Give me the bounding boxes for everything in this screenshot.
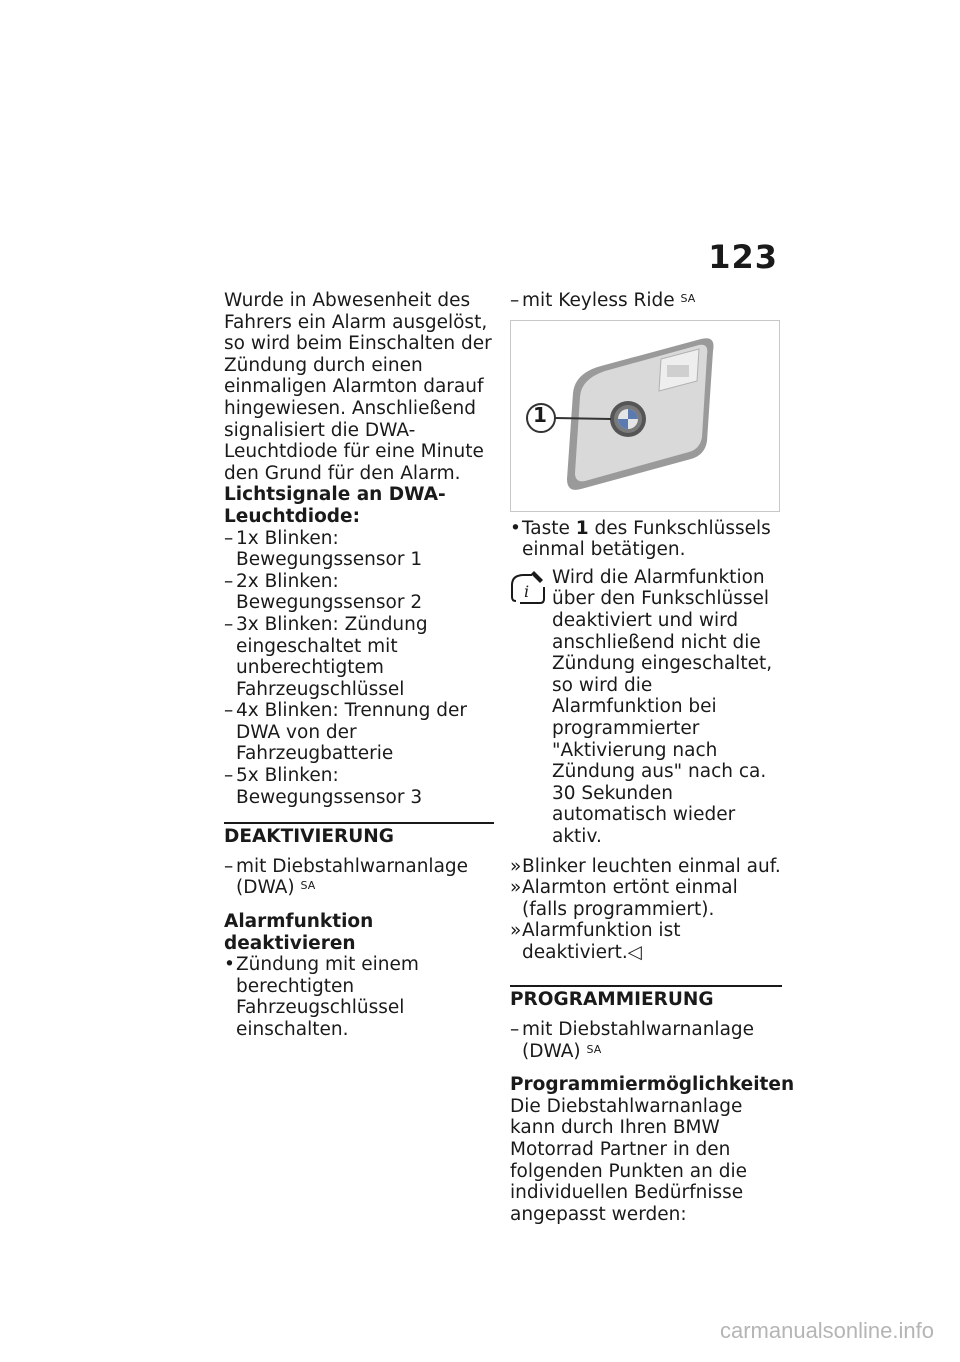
right-column [510,290,795,1225]
step-text-post: des Funkschlüssels einmal betätigen. [522,517,771,561]
bullet-marker: • [224,954,235,976]
dash-marker: – [510,290,520,311]
list-item [224,765,494,808]
bullet-marker: • [510,517,521,539]
signal-text: 2x Blinken: Bewegungssensor 2 [236,570,423,614]
results-list [510,856,782,964]
condition-item [510,1019,782,1062]
svg-text:i: i [524,581,530,601]
list-item [224,528,494,571]
result-marker: » [510,920,522,942]
result-text: Blinker leuchten einmal auf. [522,855,781,877]
end-mark-icon: ◁ [627,941,643,963]
signals-heading: Lichtsignale an DWA-Leuchtdiode: [224,484,446,527]
result-item [510,856,782,878]
signal-text: 3x Blinken: Zündung eingeschaltet mit unberechtigtem Fahrzeugschlüssel [236,613,428,700]
section-title-deaktivierung: DEAKTIVIERUNG [224,822,494,848]
result-text: Alarmfunktion ist deaktiviert. [522,920,681,963]
step-text-pre: Taste [522,517,576,539]
list-item [224,571,494,614]
body-paragraph: Die Diebstahlwarnanlage kann durch Ihren BMW Motorrad Partner in den folgenden Punkten an die individuellen Bedürfnisse angepasst werden: [510,1095,747,1225]
result-item [510,877,782,920]
dash-marker: – [224,570,234,592]
signal-text: 1x Blinken: Bewegungssensor 1 [236,527,423,571]
signals-list [224,528,494,809]
subheading-programmiermoeglichkeiten: Programmiermöglichkeiten [510,1074,795,1096]
step-key-number: 1 [575,517,589,539]
condition-text: mit Diebstahlwarnanlage (DWA) [522,1019,755,1062]
key-fob-figure [510,320,780,512]
result-item [510,920,782,963]
signal-text: 5x Blinken: Bewegungssensor 3 [236,765,423,808]
page-number: 123 [708,238,778,276]
dash-marker: – [224,613,234,635]
figure-callout-label: 1 [533,402,547,427]
dash-marker: – [224,855,234,877]
sa-marker: SA [680,292,696,305]
list-item [224,614,494,700]
subheading-alarmfunktion: Alarmfunktion deaktivieren [224,911,374,954]
info-note [510,567,782,848]
sa-marker: SA [300,879,316,893]
key-fob-illustration [511,321,779,511]
section-title-programmierung: PROGRAMMIERUNG [510,985,782,1011]
step-item [224,954,494,1040]
dash-marker: – [510,1019,520,1041]
signal-text: 4x Blinken: Trennung der DWA von der Fahrzeugbatterie [236,700,467,765]
dash-marker: – [224,765,234,787]
condition-item [510,290,782,312]
left-column [224,290,494,1041]
info-text: Wird die Alarmfunktion über den Funkschlüssel deaktiviert und wird anschließend nicht die Zündung eingeschaltet, so wird die Alarmfunktion bei programmierter "Aktivierung nach Zündung aus" nach ca. 30 Sekunden automatisch wieder aktiv. [552,566,773,847]
sa-marker: SA [586,1042,602,1056]
watermark: carmanualsonline.info [719,1318,934,1343]
condition-text: mit Diebstahlwarnanlage (DWA) [236,855,469,899]
info-pencil-icon [510,567,546,607]
intro-paragraph: Wurde in Abwesenheit des Fahrers ein Alarm ausgelöst, so wird beim Einschalten der Zündung durch einen einmaligen Alarmton darauf hingewiesen. Anschließend signalisiert die DWA-Leuchtdiode für eine Minute den Grund für den Alarm. [224,290,492,484]
condition-item [224,856,494,899]
result-marker: » [510,877,522,899]
step-text: Zündung mit einem berechtigten Fahrzeugschlüssel einschalten. [236,954,419,1040]
dash-marker: – [224,527,234,549]
step-item [510,518,782,561]
dash-marker: – [224,700,234,722]
list-item [224,700,494,765]
result-marker: » [510,855,522,877]
condition-text: mit Keyless Ride [522,290,675,311]
result-text: Alarmton ertönt einmal (falls programmiert). [522,877,738,920]
